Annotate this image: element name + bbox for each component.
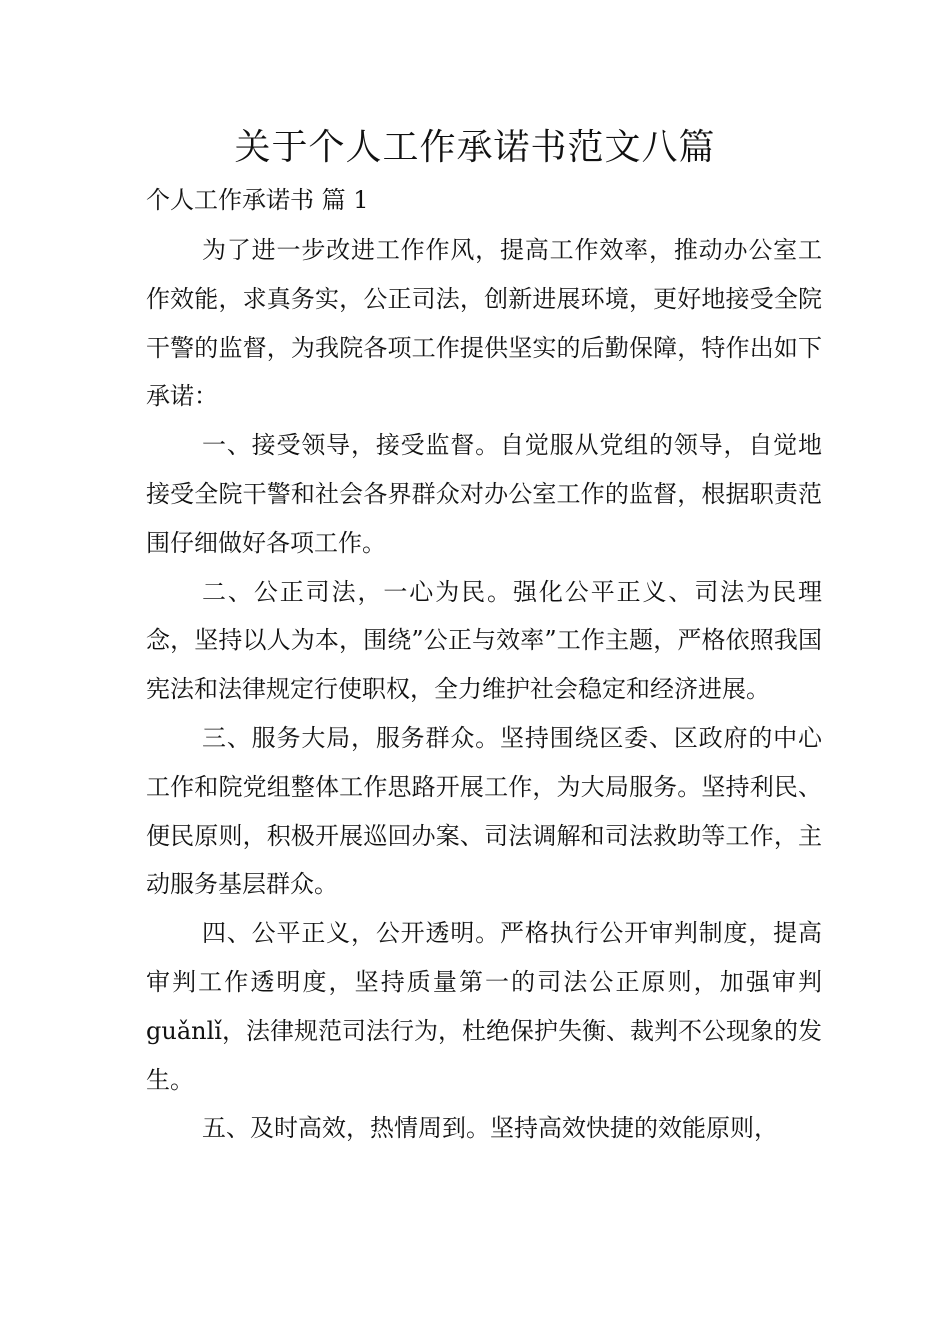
section-heading: 个人工作承诺书 篇 1 <box>146 186 369 214</box>
paragraph-2: 二、公正司法，一心为民。强化公平正义、司法为民理念，坚持以人为本，围绕”公正与效率”工作主题，严格依照我国宪法和法律规定行使职权，全力维护社会稳定和经济进展。 <box>146 577 822 704</box>
paragraph-intro: 为了进一步改进工作作风，提高工作效率，推动办公室工作效能，求真务实，公正司法，创新进展环境，更好地接受全院干警的监督，为我院各项工作提供坚实的后勤保障，特作出如下承诺： <box>146 236 822 411</box>
paragraph-4: 四、公平正义，公开透明。严格执行公开审判制度，提高审判工作透明度，坚持质量第一的司法公正原则，加强审判 guǎnlǐ，法律规范司法行为，杜绝保护失衡、裁判不公现象的发生。 <box>146 919 822 1094</box>
document-title: 关于个人工作承诺书范文八篇 <box>234 127 716 168</box>
paragraph-1: 一、接受领导，接受监督。自觉服从党组的领导，自觉地接受全院干警和社会各界群众对办公室工作的监督，根据职责范围仔细做好各项工作。 <box>146 431 822 557</box>
document-body <box>146 226 822 1153</box>
paragraph-5: 五、及时高效，热情周到。坚持高效快捷的效能原则， <box>202 1114 778 1143</box>
paragraph-3: 三、服务大局，服务群众。坚持围绕区委、区政府的中心工作和院党组整体工作思路开展工作，为大局服务。坚持利民、便民原则，积极开展巡回办案、司法调解和司法救助等工作，主动服务基层群众。 <box>146 723 822 899</box>
